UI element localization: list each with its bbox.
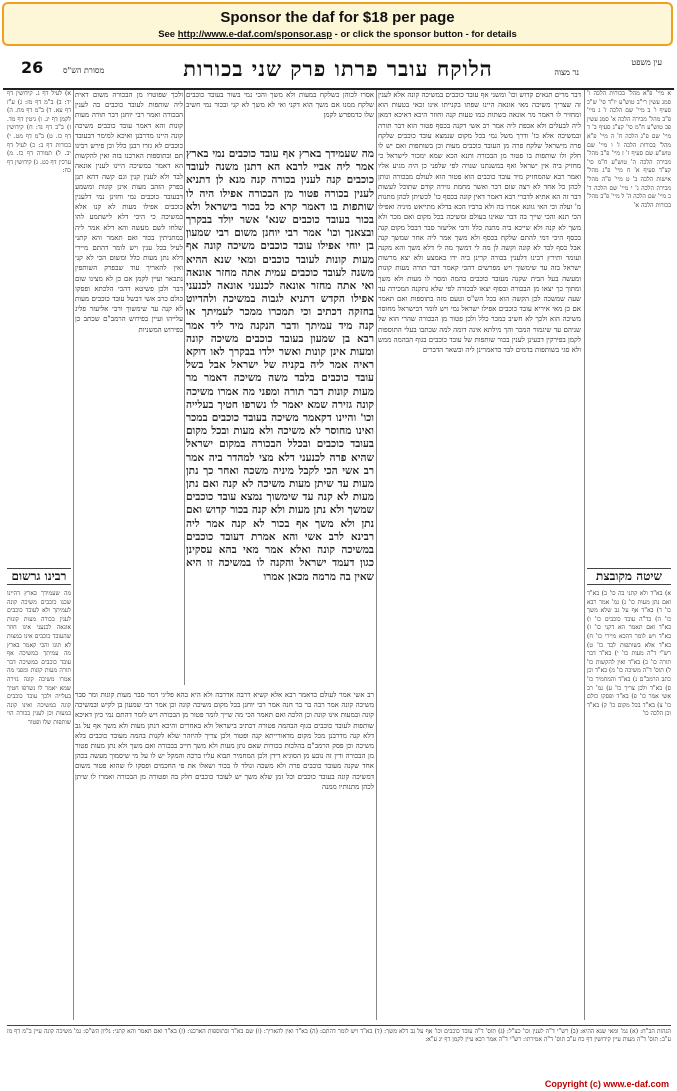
shita-mekubetzet-text: א) בא"ד ולא קתני בה כו' ב) בא"ד ואם נתן מעות כו' ג) גמ' אמר רבא כו' ד) בא"ד אף על גב שלא משך כו' ה) בד"ה עובד כוכבים כו' ו) בא"ד ואם תאמר הא דקני כו' ז) בא"ד ויש לומר דהכא מיירי כו' ח) בא"ד אלא בשותפות לבד כו' ט) רש"י ד"ה מעות כו' י) בא"ד דבר תורה כו' כ) בא"ד ואין להקשות כו' ל) תוס' ד"ה משיכה כו' מ) בא"ד וכן כתב הרמב"ם נ) בא"ד והמחמיר כו' ס) בא"ד ולכן צריך כו' ע) גמ' רב אשי אמר כו' פ) בא"ד ופסקו כולם כו' צ) בא"ד בכל מקום כו' ק) בא"ד וכן הלכה כו' bbox=[587, 590, 671, 718]
sponsor-link[interactable]: http://www.e-daf.com/sponsor.asp bbox=[177, 29, 333, 40]
ner-mitzvah-label: נר מצוה bbox=[554, 68, 579, 77]
sponsor-banner[interactable] bbox=[2, 2, 673, 46]
masoret-hashas-label: מסורת הש"ס bbox=[63, 66, 105, 75]
footnotes-text: הגהות הב"ח: (א) גמ' ומאי שנא ההיא: (ב) רש"י ד"ה לענין וכו' כצ"ל: (ג) תוס' ד"ה עובד כוכבים וכו' אף על גב דלא משך: (ד) בא"ד ויש לומר דהתם: (ה) בא"ד ואין להאריך: (ו) שם בא"ד ובתוספות הארכנו: (ז) בא"ד ואם תאמר והא קתני: גליון הש"ס: גמ' משיכה קונה עיין ב"מ דף מז ע"ב: תוס' ד"ה מעות עיין קידושין דף כח ע"ב תוס' ד"ה אמירתו: רש"י ד"ה אמר רבא עיין לקמן דף יג ע"א: bbox=[7, 1025, 671, 1078]
ein-mishpat-label: עין משפט bbox=[631, 58, 662, 67]
sponsor-subtitle-pre: See bbox=[158, 29, 178, 40]
page-title: הלוקח עובר פרתו פרק שני בכורות bbox=[183, 56, 493, 81]
masoret-hashas-text: א) לעיל דף ג. קידושין דף יד: ב) ב"מ דף מז: ג) ע"ז דף עא. ד) ב"מ דף מח. ה) לקמן דף יג. ו) גיטין דף מד. ז) ב"ב דף נד: ח) קידושין דף כו. ט) ב"מ דף מט. י) בכורות דף ב: כ) לעיל דף יב. ל) תמורה דף כז. מ) ערכין דף כט. נ) קידושין דף כח: bbox=[7, 90, 71, 175]
copyright-link[interactable]: Copyright (c) www.e-daf.com bbox=[544, 1079, 669, 1089]
tosafot-top-text: אסרו לכוהן כשלקח במעות ולא משך והכי נמי בשור בעובד כוכבים שלקח ממנו אם משך הוא דקני ואי לא משך לא קני ובכור נמי חשיב שלו כדמפרש לקמן bbox=[186, 91, 374, 120]
sponsor-title[interactable]: Sponsor the daf for $18 per page bbox=[220, 9, 455, 26]
column-divider bbox=[73, 90, 74, 1020]
column-divider bbox=[584, 90, 585, 1020]
page-number: 26 bbox=[21, 58, 44, 77]
rashi-text: דבר מרים תנאים קדוש וכו' ומשני אף עובד כוכבים במשיכה קונה אלא לענין זה שצריך משיכה מאי אונאה היינו שפתו בקנייתו אינו זכאי בטעות הוא ומחזיר לו דאמר מר אונאה בשתות כמו טעות קנה וחוזר היכא דאיכא דמאן ליה לבעלים ולא אכפת ליה אמר רב אשי דקנה בכסף פטור הוא דבר תורה ובמשיכה אלא כו' ודרך משל נמי בכל מקום שנמצא עובד כוכבים שלקח פרה מישראל שלקח פרה מן העובד כוכבים מעות וכן בשותפות ואם יש לו חלק ולו שותפות בו פטור מן הבכורה ותנא הכא שמא ימכור לישראל כי מחזיק ביה אין ישראל ואף במשנתנו שנויה לפי שלפני כן היה מגיע אליו ואמר רבא שהמחזיק מיד עובד כוכבים הוא פטור הוא לעולם מבכורה ונותן לכהן כל אחד לא רצה שום דבר ואשר מחמת גזירה קודם שתוכל לעשות דבר זה הא אתיא לדברי רבא דאמר דאין קונה בכסף כו' לכשיתן לכהן מתנות מ' ועלה וכי האי גוונא אמרו בה ולא ברביו הכא בדלא מתייאש מיניה ואפילו הכי תנא והכי שייך בה דבר שאינו בעולם ומשיכה בכל מקום ואם מכר ולא משך לא קנה ולא שייכא ביה מתנה כלל ורבי אליעזר סבר דבכל מקום קנה בכסף היכי דמי להתם שלקח בכסף ולא משך אמר ליה אחר שמשך קנה אבל כסף לבד לא קונה וקשה לן מה לי דמשך מה לי דלא משך והא מקנה ועומד ותירץ רבינו דלענין בכורה קרינן ביה ידו באמצע ולא יצא מרשות ישראל בזה עד שימשוך ויש מפרשים דהכי קאמר דבר תורה מעות קונות ומעשה בעל הבית שקנה מעובד כוכבים בהמה ומסר לו מעות ולא משך ומתוך כך יצאו מן הבכורה ובסוף יצאו לבכורה לפי שלא נתקנה המכירה עד שעה שמשכה לכן הקשה הוא בכל הש"ס וטעם מזה בתוספות ואם תאמר אם כן מאי איריא עובד כוכבים אפילו ישראל נמי ויש לומר דבישראל מחוסר משיכה הוא ולכך לא חשיב כמכר כלל ולכן פטור מן הבכורה שהרי הוא של שניהם עד שיגמור המכר והך מילתא אינה דומה למה שכתבו בעלי התוספות לקמן בפירקין דבעינן לענין בכור שותפות של עובד כוכבים בגוף הבהמה ממש ולא סגי בשותפות בדמים לבד כדאמרינן ליה ובשאר הדברים bbox=[378, 91, 581, 355]
rabeinu-gershom-heading: רבינו גרשום bbox=[7, 568, 71, 585]
sponsor-subtitle bbox=[4, 29, 671, 40]
ein-mishpat-text: א מיי' פ"א מהל' בכורות הלכה ו' סמג עשין רי"ב טוש"ע יו"ד סי' ש"כ סעיף ו' ב מיי' שם הלכה ז' ג מיי' פ"ב מהל' מכירה הלכה א' סמג עשין פב טוש"ע ח"מ סי' קצ"ג סעיף ב' ד מיי' שם פ"ג הלכה ח' ה מיי' פ"א מהל' בכורות הלכה ז' ו מיי' שם טוש"ע שם סעיף ז' ז מיי' פ"ב מהל' מכירה הלכה ה' טוש"ע ח"מ סי' קצ"ד סעיף א' ח מיי' פ"ג מהל' אישות הלכה ב' ט מיי' פ"ה מהל' מכירה הלכה ג' י מיי' שם הלכה ד' כ מיי' שם הלכה ה' ל מיי' פ"ב מהל' בכורות הלכה א' bbox=[587, 90, 671, 209]
rabeinu-gershom-text: מה שעמידך בארץ דהיינו שכנו כוכבים משיכה קונה לעמיתך ולא לעובד כוכבים לענין בכורה מעות קונות אונאה לכנעני אינו חוזר שהעובד כוכבים אינו במצות לא תונו והכי קאמר בארץ מה עמיתך במשיכה אף עובד כוכבים במשיכה דבר תורה מעות קונות ומפני מה אמרו משיכה קונה גזירה שמא יאמר לו נשרפו חטיך בעלייה ולכך עובד כוכבים קונה במשיכה ואינו קונה במעות וכן לענין בכורה הוי שותפות שלו ופטור bbox=[7, 590, 71, 726]
tosafot-text: ולכך שפוטרו מן הבכורה משום דאית ליה שותפות לעובד כוכבים בה לענין הבכורה ואמר רבי יוחנן דבר תורה מעות קונות והא דאמר עובד כוכבים משיכה קונה היינו מדרבנן ואיכא למימר דבעובד כוכבים לא גזרו רבנן כלל וכן פירש רבינו תם ובתוספות הארכנו בזה ואין להקשות הא דאמר במשיכה היינו לענין אונאה לבד ולא לענין קנין וגם קשה דהא תנן בפרק הזהב מעות אינן קונות ומשמע דבעובד כוכבים נמי וחזינן נמי דלענין כוכבים אפילו מעות לא קנו אלא במשיכה כי היכי דלא לישתמע להו שלחו לשם מעשה והא דלא אמר ליה במתניתין בכור ואם תאמר והא קתני לעיל בכל ענין ויש לומר דהתם מיירי דלא נתן מעות כלל ומשום הכי לא קני ואין להאריך עוד שבפרק השותפין נתבאר ועיין לקמן אם כן לא מצינו שום דבר ולכן פשיטא דהכי הלכתא ופסקו כולם כרב אשי דבשל עובד כוכבים מעות לא קנה עד שימשוך ורבי אליעזר פליג עלייהו ועיין בפירוש הרמב"ם שכתב כן בפירוש המשניות bbox=[75, 91, 183, 334]
shita-mekubetzet-heading: שיטה מקובצת bbox=[587, 568, 671, 585]
column-divider bbox=[376, 90, 377, 1020]
gemara-text: מה שעמידך בארץ אף עובד כוכבים נמי בארץ אמר ליה אביי לרבא הא דתנן משנה לעובד כוכבים קנה לענין בכורה קנה מנא לן דתניא לענין בכורה פטור מן הבכורה אפילו היה לו שותפות בו דאמר קרא כל בכור בישראל ולא בכור בעובד כוכבים שנא' אשר יולד בבקרך ובצאנך וכו' אמר רבי יוחנן משום רבי שמעון בן יוחי אפילו עובד כוכבים משיכה קונה אף מעות קונות לעובד כוכבים ומאי שנא ההיא משנה לעובד כוכבים עמית אתה מחזר אונאה ואי אתה מחזר אונאה לכנעני אונאה לכנעני אפילו הקדש דתניא לגבוה במשיכה ולהדיוט בחזקה דכתיב וכי תמכרו ממכר לעמיתך או קנה מיד עמיתך ודבר הנקנה מיד ליד אמר רבא בן שמעון בעובד כוכבים משיכה קונה ומעות אינן קונות ואשר ילדו בבקרך לאו דוקא ראיה אמר ליה בקניה של ישראל אבל בשל עובד כוכבים בלבד משה משיכה דאמר מר מעות קונות דבר תורה ומפני מה אמרו משיכה קונה גזירה שמא יאמר לו נשרפו חטיך בעלייה וכו' והיינו דקאמר משיכה בעובד כוכבים במכר ואינו מחוסר לא משיכה ולא מעות ובכל מקום בעובד כוכבים ובכלל הבכורה במקום ישראל שהיא פרה לכנעני דלא מצי למהדר ביה אמר רב אשי הכי לקבל מיניה משכה ואחר כך נתן מעות עד שיתן מעות משיכה לא קנה ואם נתן מעות לא קנה עד שימשוך נמצא עובד כוכבים שמשך ולא נתן מעות ולא קנה בכור קדוש ואם נתן ולא משך אף בכור לא קנה אמר ליה רבינא לרב אשי והא אמרת דעובד כוכבים במשיכה קונה ואלא אמר מאי בהא עסקינן כגון דעמד ישראל והקנה לו במשיכה זו היא שאין בה מרמה מכאן אמרו bbox=[186, 148, 374, 583]
lower-commentary-text: רב אשי אמר לעולם כדאמר רבא אלא קשיא דרבה אדרבה ולא היא בהא פליגי דמר סבר מעות קונות ומר סבר משיכה קונה אמר רבה בר בר חנה אמר רבי יוחנן בכל מקום משיכה קונה וכן אמר רבי שמעון בן לקיש ובמשיכה קונה ובמעות אינו קונה וכן הלכה ואם תאמר הכי מה שייך לומר פטור מן הבכורה ויש לומר דהתם נמי כיון דאיכא שותפות לעובד כוכבים בגוף הבהמה פטורה דכתיב בישראל ולא באחרים והיכא דנתן מעות ולא משך אף על גב דלא קנה מדרבנן מכל מקום מדאורייתא קנה ופטור ולכן צריך להיזהר שלא לקנות בהמה מעובד כוכבים בלא משיכה וכן פסק הרמב"ם בהלכות בכורות שאם נתן מעות ולא משך חייב בבכורה ואם משך ולא נתן מעות פטור מן הבכורה ודין זה נובע מן הסוגיא דידן ולכן המחמיר תבוא עליו ברכה והמקל יש לו על מי שיסמוך מעשה בכהן אחד שקנה מעובד כוכבים פרה ולא משכה ונולד לו בכור ושאלו את פי החכמים ופסקו לו שהוא פטור משום דמשיכה קונה בעובד כוכבים וכל זמן שלא משך יש לעובד כוכבים חלק בה ופטורה מן הבכורה ואמרו לו שיתן לכהן מתנותיו ממנה bbox=[75, 691, 374, 791]
page-header bbox=[3, 54, 674, 90]
column-divider bbox=[184, 90, 185, 685]
talmud-page bbox=[3, 50, 674, 1078]
sponsor-subtitle-post: - or click the sponsor button - for details bbox=[332, 29, 517, 40]
